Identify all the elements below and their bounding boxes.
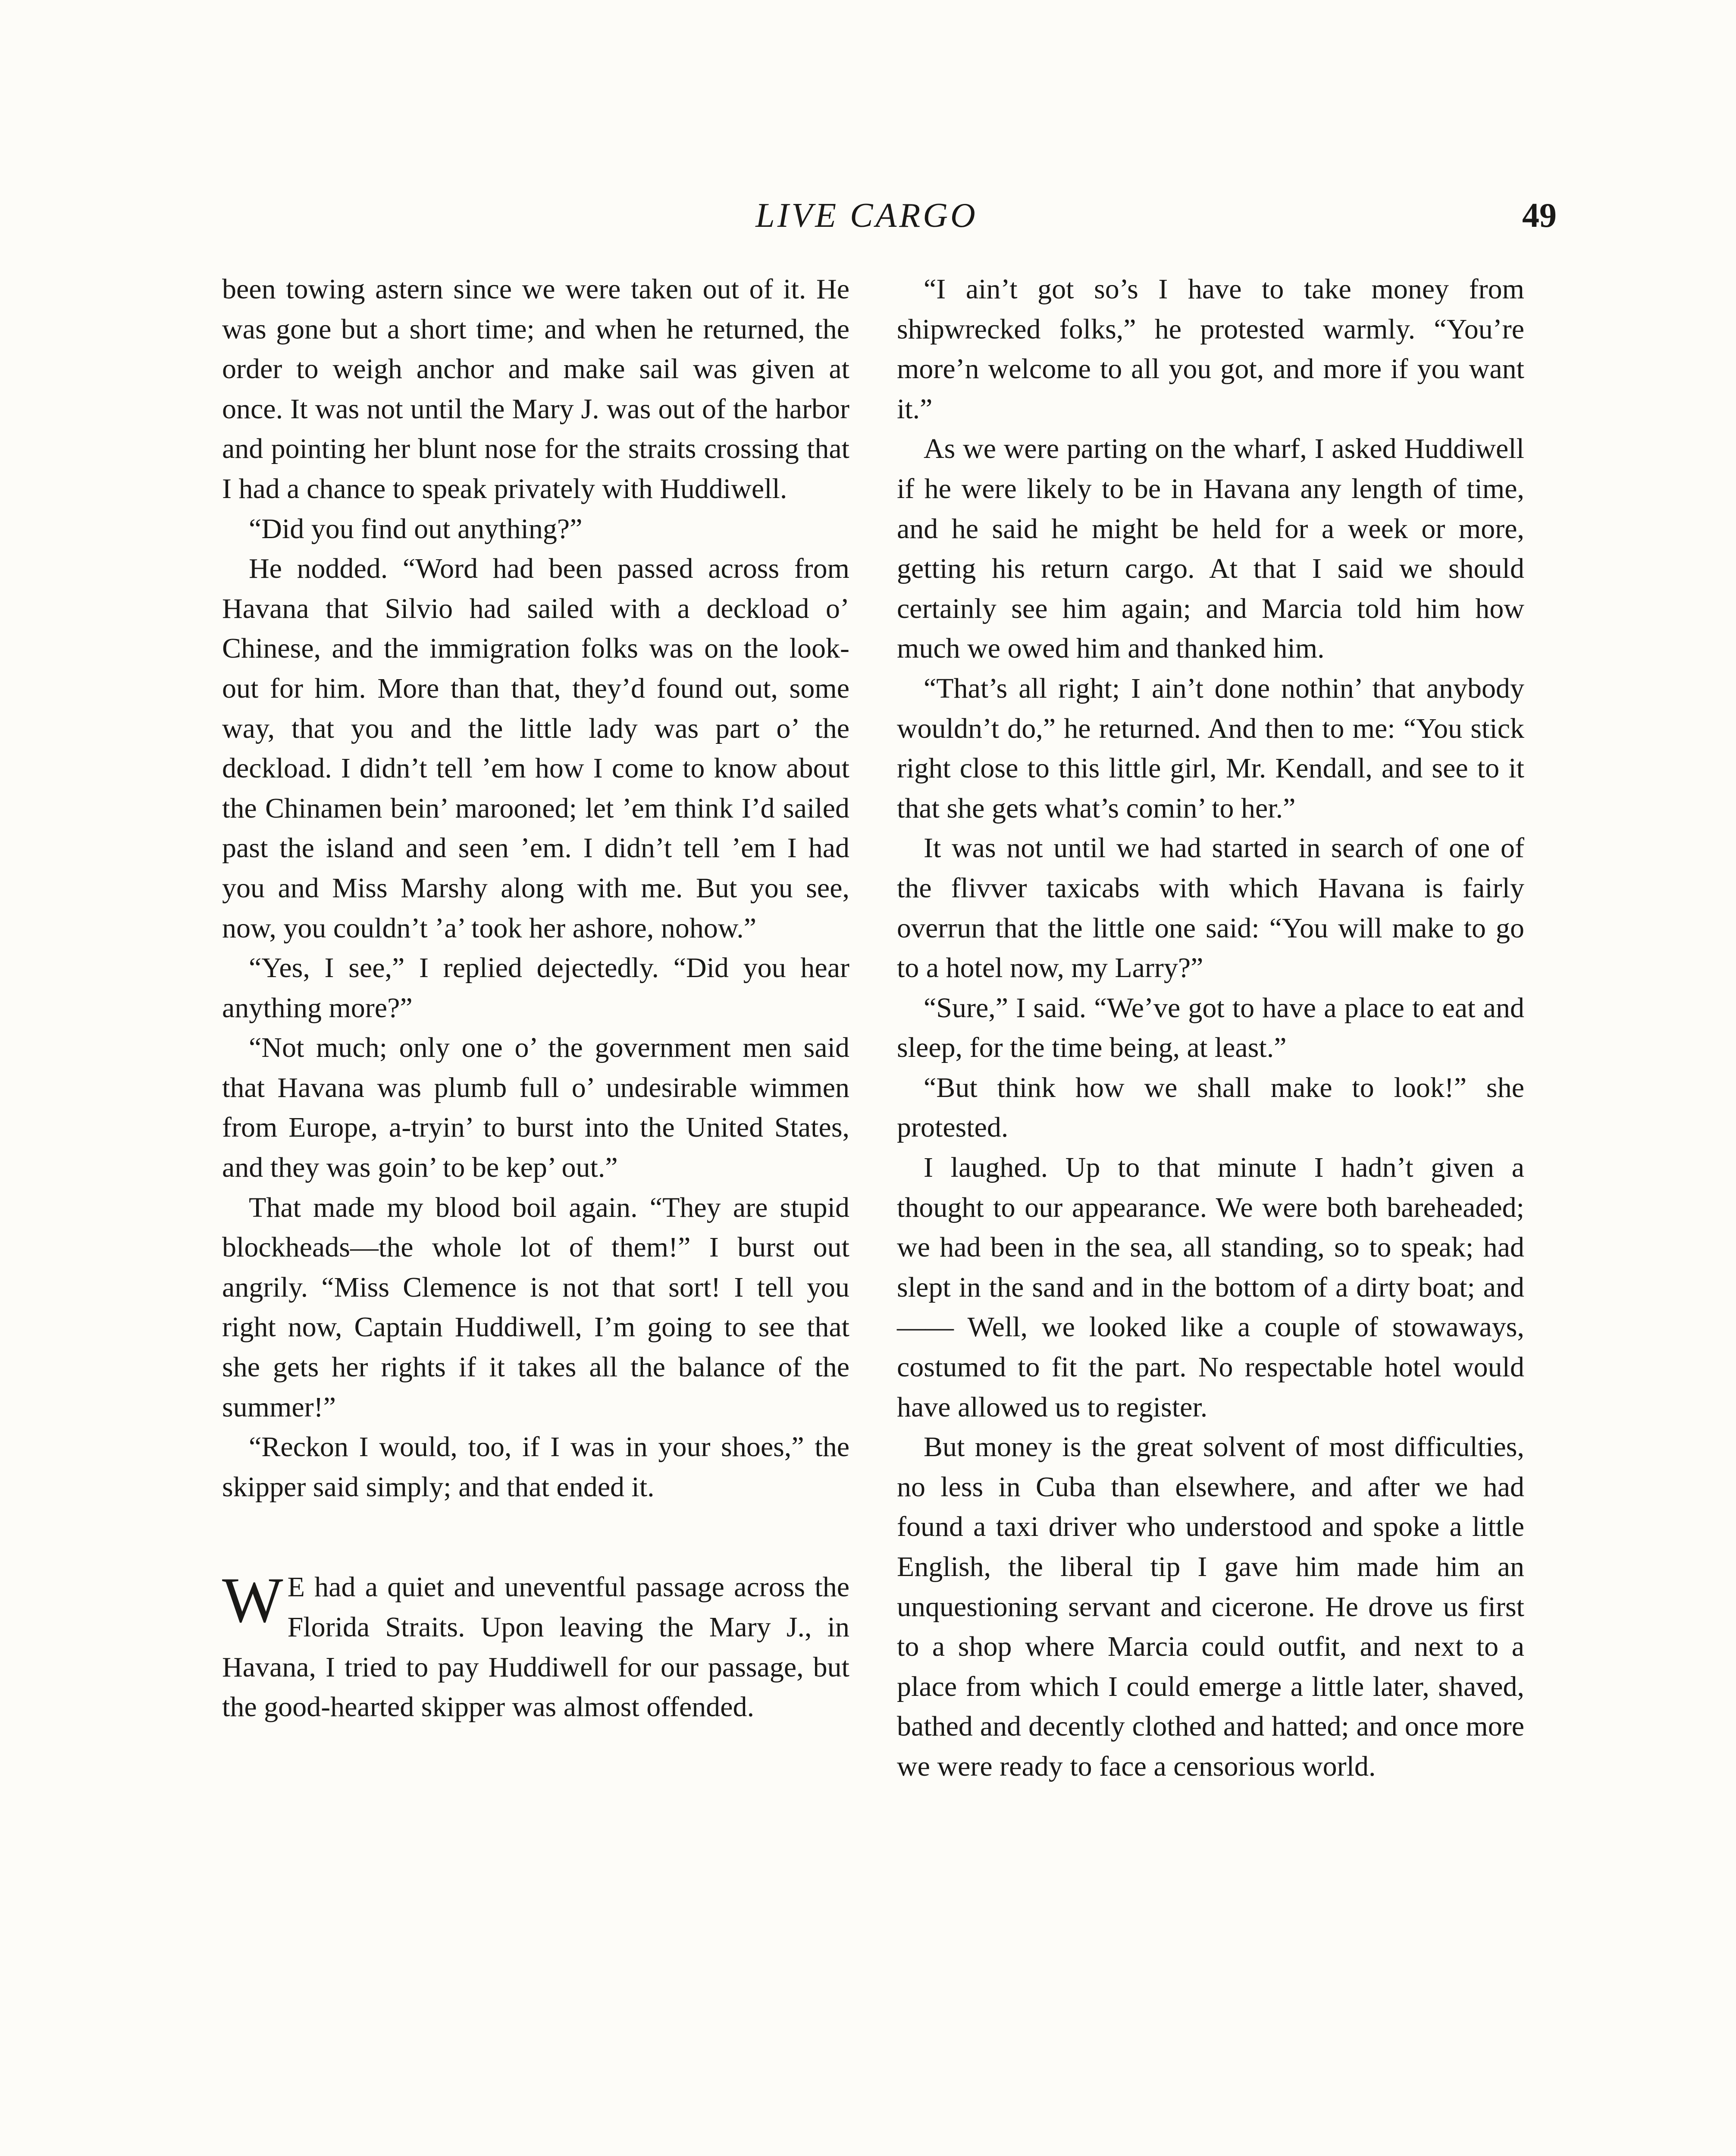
paragraph: “But think how we shall make to look!” she protested. (897, 1072, 1524, 1144)
paragraph: “Did you find out anything?” (249, 513, 583, 545)
right-column (897, 270, 1524, 1787)
section-opening-paragraph (222, 1564, 849, 1727)
paragraph: But money is the great solvent of most difficulties, no less in Cuba than elsewhere, and after we had found a taxi driver who understood and spoke a little English, the liberal tip I gave him made him an unquestioning servant and cicerone. He drove us first to a shop where Marcia could outfit, and next to a place from which I could emerge a little later, shaved, bathed and decently clothed and hatted; and once more we were ready to face a censorious world. (897, 1431, 1524, 1782)
drop-cap: W (222, 1564, 283, 1636)
paragraph: “That’s all right; I ain’t done nothin’ that anybody wouldn’t do,” he returned. And then to me: “You stick right close to this little girl, Mr. Kendall, and see to it that she gets what’s comin’ to her.” (897, 672, 1524, 824)
paragraph: I laughed. Up to that minute I hadn’t given a thought to our appearance. We were both bareheaded; we had been in the sea, all standing, so to speak; had slept in the sand and in the bottom of a dirty boat; and—— Well, we looked like a couple of stowaways, costumed to fit the part. No respectable hotel would have allowed us to register. (897, 1152, 1524, 1423)
paragraph: It was not until we had started in search of one of the flivver taxicabs with which Havana is fairly overrun that the little one said: “You will make to go to a hotel now, my Larry?” (897, 832, 1524, 984)
paragraph: As we were parting on the wharf, I asked Huddiwell if he were likely to be in Havana any length of time, and he said he might be held for a week or more, getting his return cargo. At that I said we should certainly see him again; and Marcia told him how much we owed him and thanked him. (897, 433, 1524, 664)
page-number: 49 (1522, 197, 1557, 235)
paragraph: “Not much; only one o’ the government men said that Havana was plumb full o’ undesirable wimmen from Europe, a-tryin’ to burst into the United States, and they was goin’ to be kep’ out.” (222, 1032, 849, 1184)
paragraph: That made my blood boil again. “They are stupid blockheads—the whole lot of them!” I burst out angrily. “Miss Clemence is not that sort! I tell you right now, Captain Huddiwell, I’m going to see that she gets her rights if it takes all the balance of the summer!” (222, 1191, 849, 1423)
paragraph: He nodded. “Word had been passed across from Havana that Silvio had sailed with a deckload o’ Chinese, and the immigration folks was on the look-out for him. More than that, they’d found out, some way, that you and the little lady was part o’ the deckload. I didn’t tell ’em how I come to know about the Chinamen bein’ marooned; let ’em think I’d sailed past the island and seen ’em. I didn’t tell ’em I had you and Miss Marshy along with me. But you see, now, you couldn’t ’a’ took her ashore, nohow.” (222, 553, 849, 944)
paragraph: “Yes, I see,” I replied dejectedly. “Did you hear anything more?” (222, 952, 849, 1024)
paragraph: “Reckon I would, too, if I was in your shoes,” the skipper said simply; and that ended it. (222, 1431, 849, 1503)
paragraph: “Sure,” I said. “We’ve got to have a place to eat and sleep, for the time being, at least.” (897, 992, 1524, 1064)
paragraph: “I ain’t got so’s I have to take money from shipwrecked folks,” he protested warmly. “You’re more’n welcome to all you got, and more if you want it.” (897, 273, 1524, 425)
paragraph: been towing astern since we were taken out of it. He was gone but a short time; and when he returned, the order to weigh anchor and make sail was given at once. It was not until the Mary J. was out of the harbor and pointing her blunt nose for the straits crossing that I had a chance to speak privately with Huddiwell. (222, 273, 849, 505)
running-header-title: LIVE CARGO (755, 197, 978, 235)
section-opening-text: E had a quiet and uneventful passage across the Florida Straits. Upon leaving the Mary J., in Havana, I tried to pay Huddiwell for our passage, but the good-hearted skipper was almost offended. (222, 1571, 849, 1723)
left-column (222, 270, 849, 1727)
